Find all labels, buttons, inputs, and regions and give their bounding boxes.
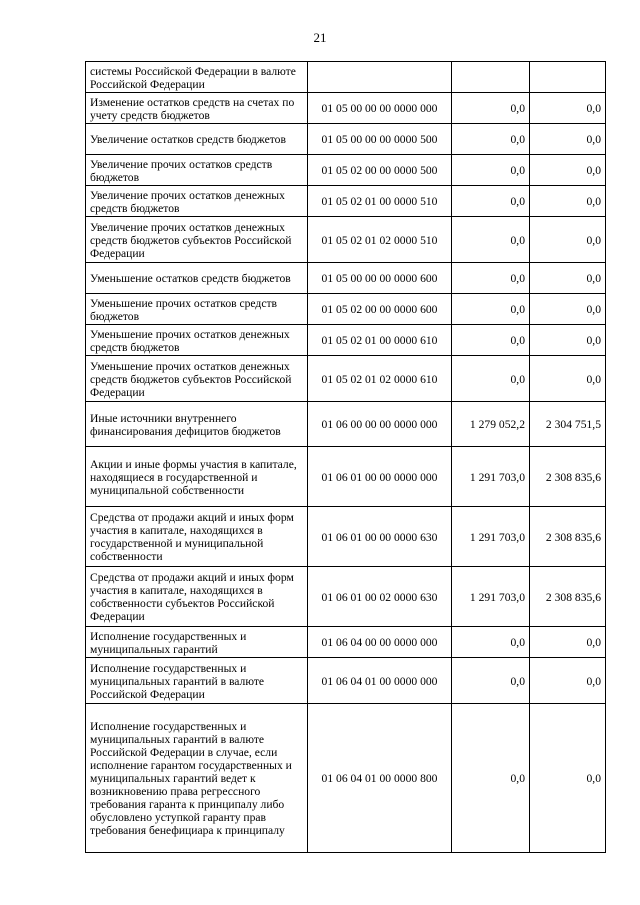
row-code [308,62,452,93]
row-name: Увеличение остатков средств бюджетов [86,124,308,155]
row-value-1: 1 291 703,0 [452,507,530,567]
table-row [86,402,606,447]
row-value-1: 0,0 [452,627,530,658]
row-code: 01 05 02 01 02 0000 510 [308,217,452,263]
row-name: Уменьшение остатков средств бюджетов [86,263,308,294]
row-value-1 [452,62,530,93]
table-row [86,186,606,217]
row-value-2: 0,0 [530,658,606,704]
row-value-1: 1 279 052,2 [452,402,530,447]
row-code: 01 05 02 01 02 0000 610 [308,356,452,402]
table-row [86,263,606,294]
table-row [86,356,606,402]
row-value-1: 0,0 [452,704,530,853]
table-row [86,447,606,507]
table-body [86,62,606,853]
row-value-2: 2 308 835,6 [530,447,606,507]
row-name: Акции и иные формы участия в капитале, находящиеся в государственной и муниципальной собственности [86,447,308,507]
row-code: 01 05 00 00 00 0000 600 [308,263,452,294]
row-value-1: 0,0 [452,155,530,186]
row-code: 01 05 00 00 00 0000 000 [308,93,452,124]
row-value-2: 2 308 835,6 [530,507,606,567]
row-value-2: 0,0 [530,124,606,155]
row-value-2 [530,62,606,93]
row-name: Увеличение прочих остатков денежных средств бюджетов субъектов Российской Федерации [86,217,308,263]
table-row [86,325,606,356]
table-row [86,155,606,186]
row-value-1: 0,0 [452,294,530,325]
row-value-2: 0,0 [530,155,606,186]
page-number: 21 [313,30,327,45]
row-code: 01 05 02 00 00 0000 600 [308,294,452,325]
row-name: Исполнение государственных и муниципальных гарантий в валюте Российской Федерации в случае, если исполнение гарантом государственных и муниципальных гарантий ведет к возникновению права регрессного требования гаранта к принципалу либо обусловлено уступкой гаранту прав требования бенефициара к принципалу [86,704,308,853]
row-code: 01 06 01 00 00 0000 630 [308,507,452,567]
row-value-2: 0,0 [530,217,606,263]
row-value-1: 0,0 [452,325,530,356]
row-value-1: 0,0 [452,356,530,402]
table-row [86,62,606,93]
row-value-1: 1 291 703,0 [452,567,530,627]
row-value-1: 0,0 [452,263,530,294]
table-row [86,704,606,853]
table-row [86,567,606,627]
row-value-2: 0,0 [530,325,606,356]
row-value-2: 0,0 [530,356,606,402]
row-value-2: 0,0 [530,294,606,325]
row-value-2: 0,0 [530,263,606,294]
row-value-1: 1 291 703,0 [452,447,530,507]
row-name: Исполнение государственных и муниципальных гарантий в валюте Российской Федерации [86,658,308,704]
row-code: 01 06 01 00 02 0000 630 [308,567,452,627]
row-name: Средства от продажи акций и иных форм участия в капитале, находящихся в государственной и муниципальной собственности [86,507,308,567]
row-code: 01 05 02 01 00 0000 610 [308,325,452,356]
row-code: 01 06 04 01 00 0000 800 [308,704,452,853]
row-value-1: 0,0 [452,186,530,217]
row-code: 01 06 00 00 00 0000 000 [308,402,452,447]
row-name: Увеличение прочих остатков средств бюджетов [86,155,308,186]
row-value-2: 0,0 [530,627,606,658]
row-code: 01 06 04 01 00 0000 000 [308,658,452,704]
row-name: Изменение остатков средств на счетах по учету средств бюджетов [86,93,308,124]
row-name: Увеличение прочих остатков денежных средств бюджетов [86,186,308,217]
table-row [86,627,606,658]
row-name: Исполнение государственных и муниципальных гарантий [86,627,308,658]
row-value-1: 0,0 [452,93,530,124]
table-row [86,294,606,325]
row-value-2: 2 308 835,6 [530,567,606,627]
row-name: Уменьшение прочих остатков денежных средств бюджетов [86,325,308,356]
row-name: Иные источники внутреннего финансирования дефицитов бюджетов [86,402,308,447]
row-code: 01 06 01 00 00 0000 000 [308,447,452,507]
row-value-1: 0,0 [452,124,530,155]
row-name: Средства от продажи акций и иных форм участия в капитале, находящихся в собственности субъектов Российской Федерации [86,567,308,627]
row-code: 01 05 00 00 00 0000 500 [308,124,452,155]
row-name: Уменьшение прочих остатков денежных средств бюджетов субъектов Российской Федерации [86,356,308,402]
row-value-2: 2 304 751,5 [530,402,606,447]
row-value-1: 0,0 [452,658,530,704]
row-value-1: 0,0 [452,217,530,263]
table-row [86,507,606,567]
row-value-2: 0,0 [530,93,606,124]
budget-sources-table [85,61,606,853]
row-code: 01 05 02 00 00 0000 500 [308,155,452,186]
table-row [86,124,606,155]
row-value-2: 0,0 [530,186,606,217]
row-name: системы Российской Федерации в валюте Российской Федерации [86,62,308,93]
row-value-2: 0,0 [530,704,606,853]
table-row [86,93,606,124]
row-code: 01 05 02 01 00 0000 510 [308,186,452,217]
table-row [86,658,606,704]
row-code: 01 06 04 00 00 0000 000 [308,627,452,658]
table-row [86,217,606,263]
row-name: Уменьшение прочих остатков средств бюджетов [86,294,308,325]
